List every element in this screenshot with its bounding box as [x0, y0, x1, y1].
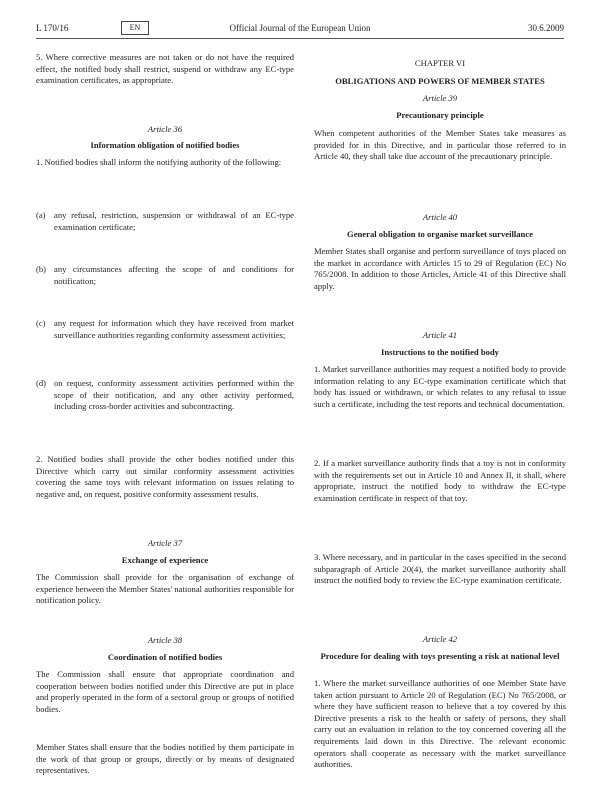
article-36-item-d	[36, 378, 294, 413]
item-label: (c)	[36, 318, 46, 328]
article-36-label: Article 36	[147, 124, 183, 134]
article-40-label: Article 40	[422, 212, 458, 222]
item-label: (a)	[36, 210, 46, 220]
article-37-label: Article 37	[147, 538, 183, 548]
item-text: on request, conformity assessment activities performed within the scope of their notification, and any other activity performed, including cross-border activities and subcontracting.	[54, 378, 294, 412]
item-label: (d)	[36, 378, 47, 388]
article-38-title: Coordination of notified bodies	[107, 652, 223, 662]
left-column	[36, 0, 306, 802]
article-41-paragraph-2: 2. If a market surveillance authority finds that a toy is not in conformity with the requirements set out in Article 10 and Annex II, it shall, where appropriate, instruct the notified body to withdraw the EC-type examination certificate in respect of that toy.	[314, 458, 566, 503]
article-36-item-b	[36, 264, 294, 287]
article-39-label: Article 39	[422, 93, 458, 103]
article-42-paragraph-1: 1. Where the market surveillance authorities of one Member State have taken action pursuant to Article 20 of Regulation (EC) No 765/2008, or where they have sufficient reason to believe that a toy covered by this Directive presents a risk to the health or safety of persons, they shall carry out an evaluation in relation to the toy concerned covering all the requirements laid down in this Directive. The relevant economic operators shall cooperate as necessary with the market surveillance authorities.	[314, 678, 566, 770]
article-41-title: Instructions to the notified body	[381, 347, 499, 357]
item-text: any request for information which they have received from market surveillance authorities regarding conformity assessment activities;	[54, 318, 294, 340]
chapter-title: OBLIGATIONS AND POWERS OF MEMBER STATES	[335, 76, 545, 86]
article-42-title: Procedure for dealing with toys presenting a risk at national level	[320, 651, 560, 661]
article-38-label: Article 38	[147, 635, 183, 645]
article-38-paragraph-1: The Commission shall ensure that appropriate coordination and cooperation between bodies notified under this Directive are put in place and properly operated in the form of a sectoral group or groups of notified bodies.	[36, 669, 294, 714]
item-label: (b)	[36, 264, 47, 274]
article-40-paragraph: Member States shall organise and perform surveillance of toys placed on the market in accordance with Articles 15 to 29 of Regulation (EC) No 765/2008. In addition to those Articles, Article 41 of this Directive shall apply.	[314, 246, 566, 291]
paragraph-5: 5. Where corrective measures are not taken or do not have the required effect, the notified body shall restrict, suspend or withdraw any EC-type examination certificates, as appropriate.	[36, 52, 294, 86]
journal-reference: L 170/16	[36, 23, 69, 33]
article-38-paragraph-2: Member States shall ensure that the bodies notified by them participate in the work of that group or groups, directly or by means of designated representatives.	[36, 742, 294, 776]
article-40-title: General obligation to organise market surveillance	[347, 229, 533, 239]
article-39-paragraph: When competent authorities of the Member States take measures as provided for in this Directive, and in particular those referred to in Article 40, they shall take due account of the precautionary principle.	[314, 128, 566, 162]
article-42-label: Article 42	[422, 634, 458, 644]
right-column	[314, 0, 566, 802]
article-37-paragraph: The Commission shall provide for the organisation of exchange of experience between the Member States' national authorities responsible for notification policy.	[36, 572, 294, 606]
article-36-title: Information obligation of notified bodies	[90, 140, 240, 150]
article-37-title: Exchange of experience	[121, 555, 209, 565]
language-badge: EN	[121, 21, 149, 35]
item-text: any circumstances affecting the scope of and conditions for notification;	[54, 264, 294, 286]
article-39-title: Precautionary principle	[396, 110, 484, 120]
article-36-item-c	[36, 318, 294, 341]
article-41-paragraph-3: 3. Where necessary, and in particular in the cases specified in the second subparagraph of Article 20(4), the market surveillance authority shall instruct the notified body to review the EC-type examination certificate.	[314, 552, 566, 586]
item-text: any refusal, restriction, suspension or withdrawal of an EC-type examination certificate;	[54, 210, 294, 232]
article-36-paragraph-1: 1. Notified bodies shall inform the notifying authority of the following:	[36, 157, 282, 167]
article-41-label: Article 41	[422, 330, 458, 340]
journal-title: Official Journal of the European Union	[229, 23, 371, 33]
article-36-paragraph-2: 2. Notified bodies shall provide the other bodies notified under this Directive which carry out similar conformity assessment activities covering the same toys with relevant information on issues relating to negative and, on request, positive conformity assessment results.	[36, 454, 294, 499]
article-36-item-a	[36, 210, 294, 233]
publication-date: 30.6.2009	[528, 23, 564, 33]
chapter-number: CHAPTER VI	[414, 58, 466, 68]
article-41-paragraph-1: 1. Market surveillance authorities may request a notified body to provide information relating to any EC-type examination certificate which that body has issued or withdrawn, or which relates to any refusal to issue such a certificate, including the test reports and technical documentation.	[314, 364, 566, 409]
